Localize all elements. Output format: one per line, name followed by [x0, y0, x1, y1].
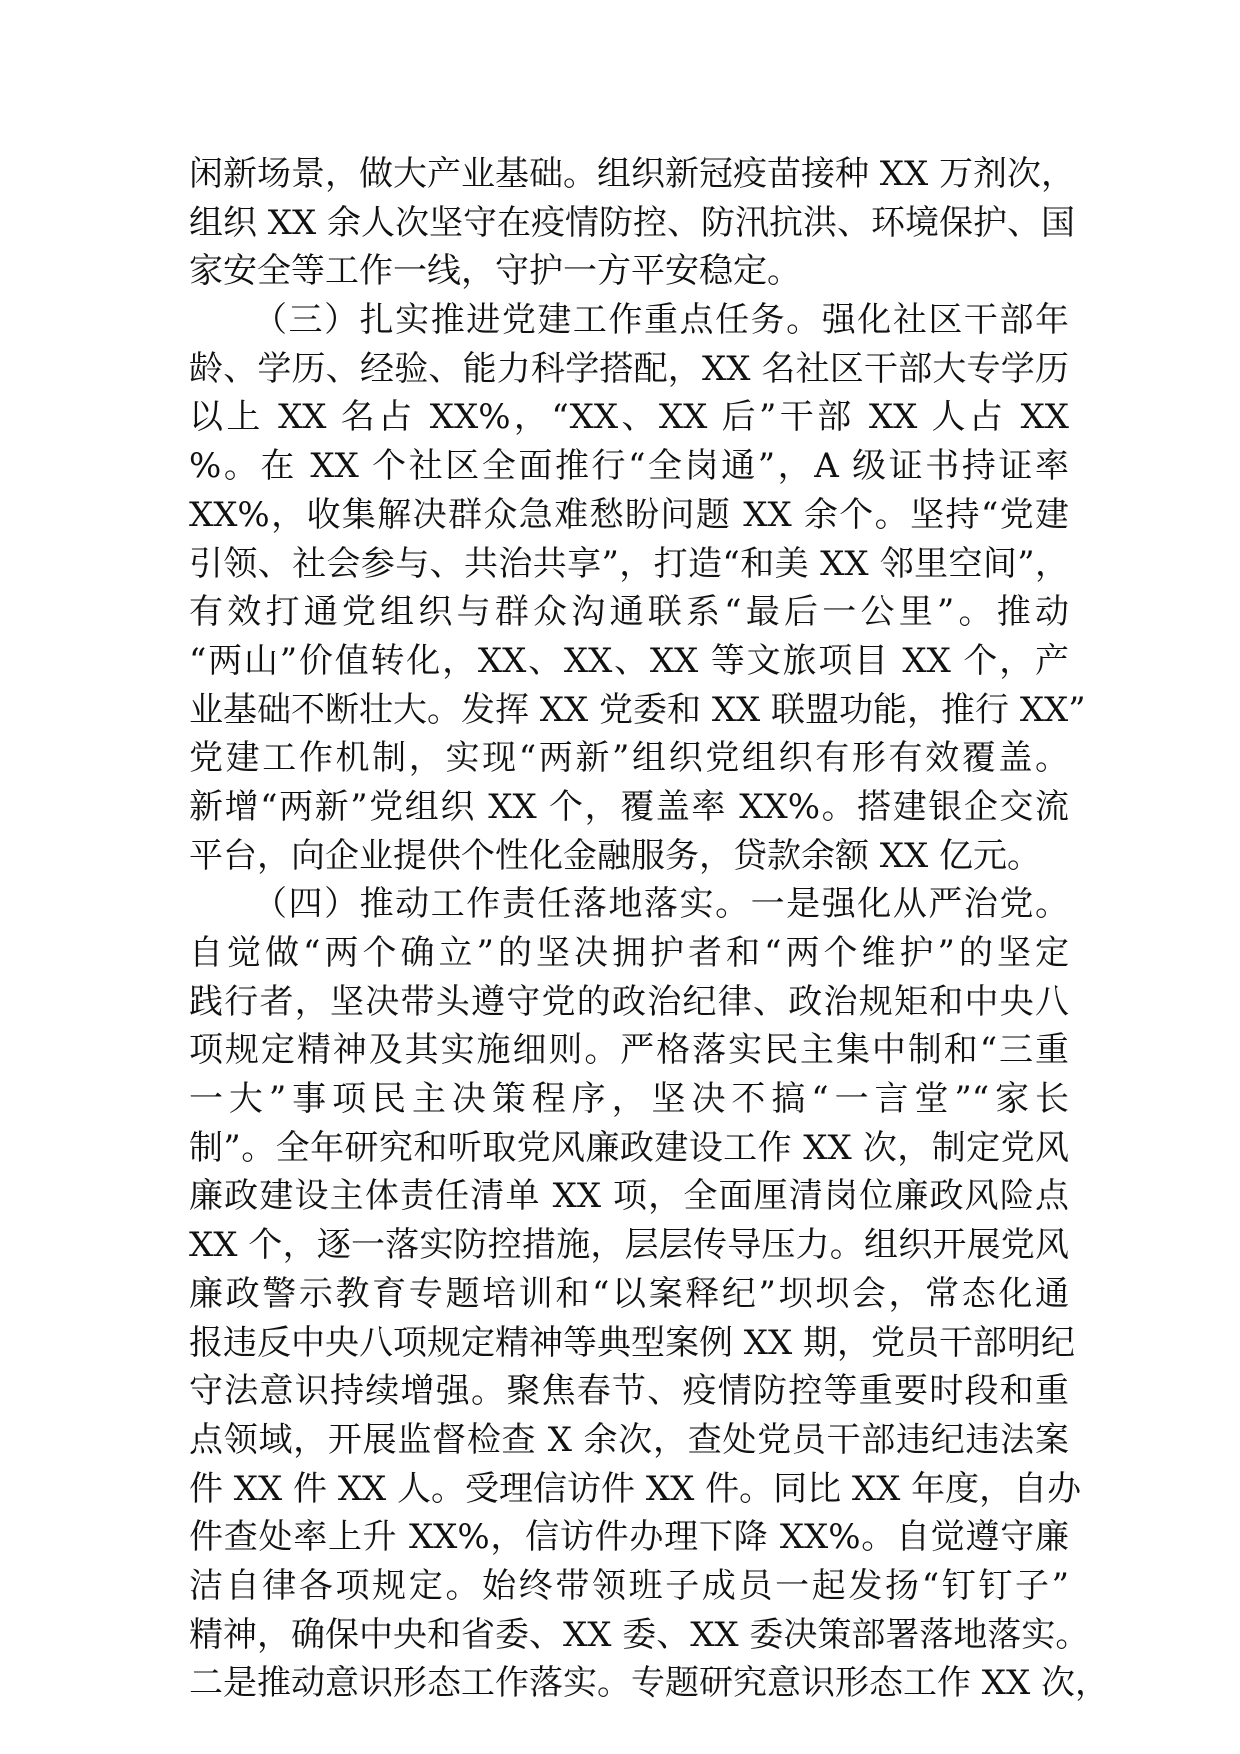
text-line: 平台，向企业提供个性化金融服务，贷款余额 XX 亿元。	[189, 835, 1042, 876]
text-line: 一大”事项民主决策程序，坚决不搞“一言堂”“家长	[189, 1079, 1069, 1120]
text-line: 制”。全年研究和听取党风廉政建设工作 XX 次，制定党风	[189, 1127, 1069, 1168]
text-line: XX%，收集解决群众急难愁盼问题 XX 余个。坚持“党建	[189, 494, 1069, 535]
section-heading-line: （三）扎实推进党建工作重点任务。强化社区干部年	[253, 300, 1069, 341]
text-line: 件 XX 件 XX 人。受理信访件 XX 件。同比 XX 年度，自办	[189, 1468, 1082, 1509]
text-line: XX 个，逐一落实防控措施，层层传导压力。组织开展党风	[189, 1225, 1069, 1266]
section-heading-line: （四）推动工作责任落地落实。一是强化从严治党。	[253, 884, 1069, 925]
text-line: 家安全等工作一线，守护一方平安稳定。	[189, 251, 801, 292]
text-line: 业基础不断壮大。发挥 XX 党委和 XX 联盟功能，推行 XX”	[189, 689, 1086, 730]
text-line: 件查处率上升 XX%，信访件办理下降 XX%。自觉遵守廉	[189, 1517, 1069, 1558]
text-line: 项规定精神及其实施细则。严格落实民主集中制和“三重	[189, 1030, 1069, 1071]
text-line: 廉政警示教育专题培训和“以案释纪”坝坝会，常态化通	[189, 1273, 1069, 1314]
text-line: 龄、学历、经验、能力科学搭配，XX 名社区干部大专学历	[189, 348, 1069, 389]
text-line: 组织 XX 余人次坚守在疫情防控、防汛抗洪、环境保护、国	[189, 202, 1076, 243]
text-line: “两山”价值转化，XX、XX、XX 等文旅项目 XX 个，产	[189, 640, 1069, 681]
text-line: 以上 XX 名占 XX%，“XX、XX 后”干部 XX 人占 XX	[189, 397, 1069, 438]
text-line: 践行者，坚决带头遵守党的政治纪律、政治规矩和中央八	[189, 981, 1069, 1022]
text-line: 报违反中央八项规定精神等典型案例 XX 期，党员干部明纪	[189, 1322, 1076, 1363]
body-text	[189, 150, 1110, 1708]
text-line: 新增“两新”党组织 XX 个，覆盖率 XX%。搭建银企交流	[189, 786, 1069, 827]
text-line: 二是推动意识形态工作落实。专题研究意识形态工作 XX 次，	[189, 1663, 1110, 1704]
text-line: %。在 XX 个社区全面推行“全岗通”，A 级证书持证率	[189, 446, 1069, 487]
text-line: 自觉做“两个确立”的坚决拥护者和“两个维护”的坚定	[189, 933, 1069, 973]
text-line: 守法意识持续增强。聚焦春节、疫情防控等重要时段和重	[189, 1371, 1069, 1412]
text-line: 引领、社会参与、共治共享”，打造“和美 XX 邻里空间”，	[189, 543, 1069, 584]
text-line: 廉政建设主体责任清单 XX 项，全面厘清岗位廉政风险点	[189, 1176, 1069, 1217]
text-line: 有效打通党组织与群众沟通联系“最后一公里”。推动	[189, 592, 1069, 633]
text-line: 洁自律各项规定。始终带领班子成员一起发扬“钉钉子”	[189, 1565, 1069, 1606]
text-line: 精神，确保中央和省委、XX 委、XX 委决策部署落地落实。	[189, 1614, 1090, 1655]
text-line: 党建工作机制，实现“两新”组织党组织有形有效覆盖。	[189, 738, 1069, 779]
text-line: 闲新场景，做大产业基础。组织新冠疫苗接种 XX 万剂次，	[189, 154, 1076, 194]
text-line: 点领域，开展监督检查 X 余次，查处党员干部违纪违法案	[189, 1419, 1069, 1460]
